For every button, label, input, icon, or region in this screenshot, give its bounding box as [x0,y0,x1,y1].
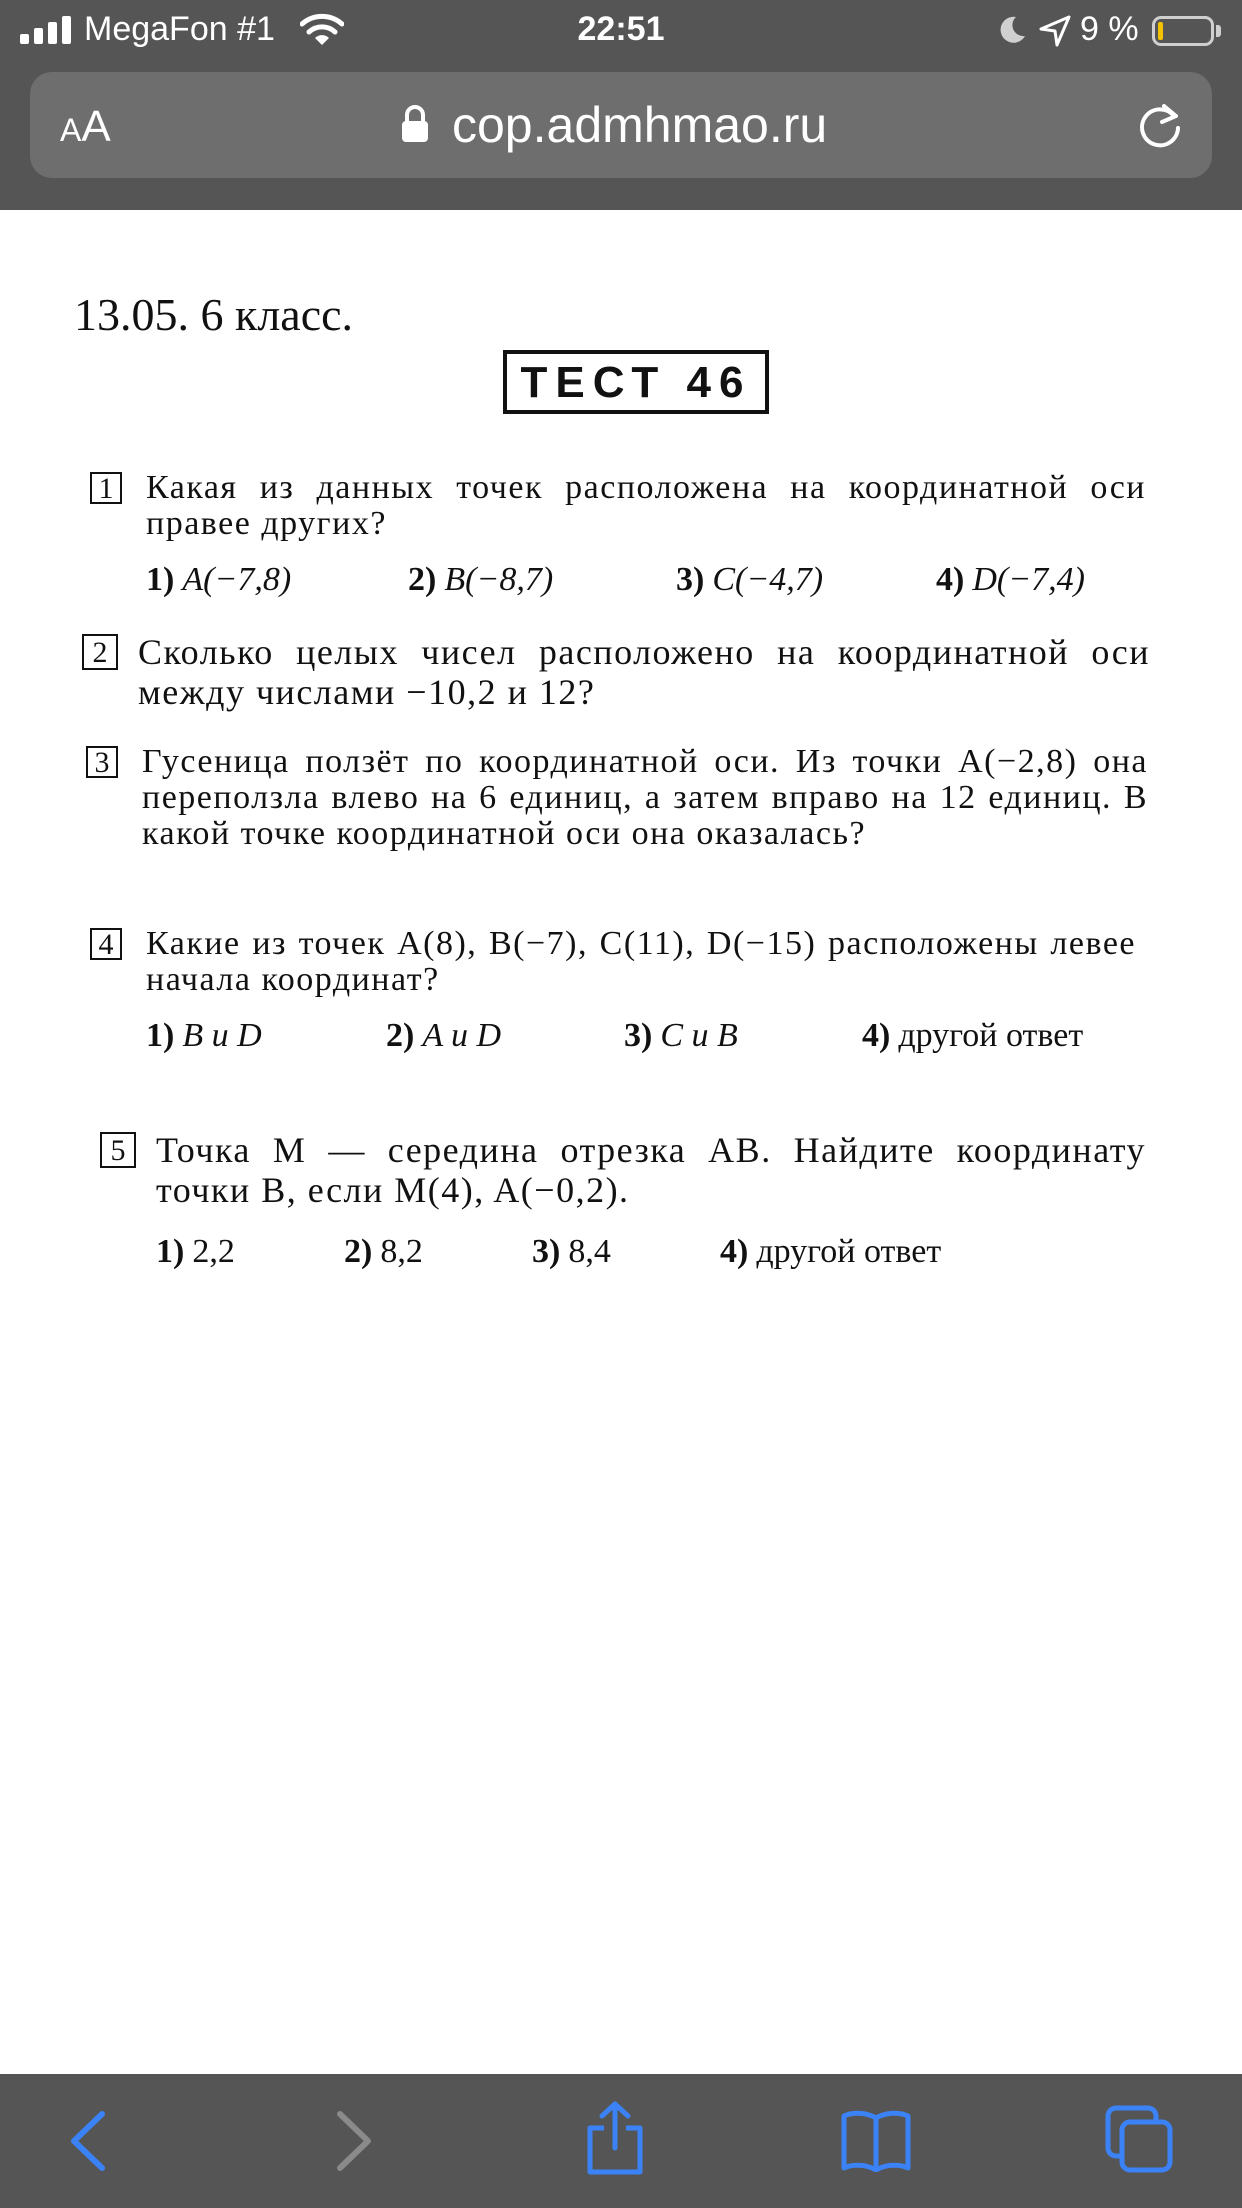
address-bar[interactable] [30,72,1212,178]
answer-option: 2) A и D [386,1017,502,1054]
answer-option: 3) C и B [624,1017,738,1054]
answer-option: 2) B(−8,7) [408,561,554,598]
task-number: 1 [90,472,122,504]
answer-option: 1) B и D [146,1017,262,1054]
lock-icon [400,104,430,144]
answer-option: 4) другой ответ [720,1233,942,1270]
battery-tip [1216,25,1221,37]
task-number: 5 [100,1132,136,1168]
web-page-content [0,210,1242,2074]
task-question: Какие из точек A(8), B(−7), C(11), D(−15) расположены левее начала координат? [146,925,1136,998]
task-question: Точка M — середина отрезка AB. Найдите координату точки B, если M(4), A(−0,2). [156,1130,1146,1210]
bookmarks-icon[interactable] [840,2108,912,2172]
location-arrow-icon [1038,14,1072,48]
answer-option: 4) D(−7,4) [936,561,1085,598]
answer-option: 2) 8,2 [344,1233,423,1270]
test-title: ТЕСТ 46 [503,350,769,414]
battery-percent: 9 % [1080,10,1139,48]
carrier-name: MegaFon #1 [84,10,275,48]
tabs-icon[interactable] [1104,2104,1176,2176]
do-not-disturb-moon-icon [996,14,1028,46]
answer-option: 1) 2,2 [156,1233,235,1270]
text-size-button[interactable]: AA [60,102,111,151]
clock: 22:51 [577,10,665,48]
answer-option: 3) 8,4 [532,1233,611,1270]
back-icon[interactable] [64,2108,114,2174]
status-bar [0,0,1242,62]
browser-toolbar [0,2074,1242,2208]
task-question: Гусеница ползёт по координатной оси. Из точки A(−2,8) она переползла влево на 6 единиц, а затем вправо на 12 единиц. В какой точке координатной оси она оказалась? [142,743,1148,852]
share-icon[interactable] [582,2100,648,2176]
url-text[interactable]: cop.admhmao.ru [452,97,828,153]
answer-option: 4) другой ответ [862,1017,1084,1054]
browser-top-chrome [0,0,1242,210]
answer-option: 3) C(−4,7) [676,561,824,598]
task-number: 2 [82,634,118,670]
answer-option: 1) A(−7,8) [146,561,292,598]
battery-level [1158,22,1163,40]
battery-icon [1152,16,1214,46]
task-number: 4 [90,928,122,960]
task-number: 3 [86,746,118,778]
task-question: Сколько целых чисел расположено на координатной оси между числами −10,2 и 12? [138,632,1150,712]
page-title: 13.05. 6 класс. [74,289,354,340]
reload-icon[interactable] [1134,100,1186,152]
task-question: Какая из данных точек расположена на координатной оси правее других? [146,469,1146,542]
forward-icon[interactable] [328,2108,378,2174]
